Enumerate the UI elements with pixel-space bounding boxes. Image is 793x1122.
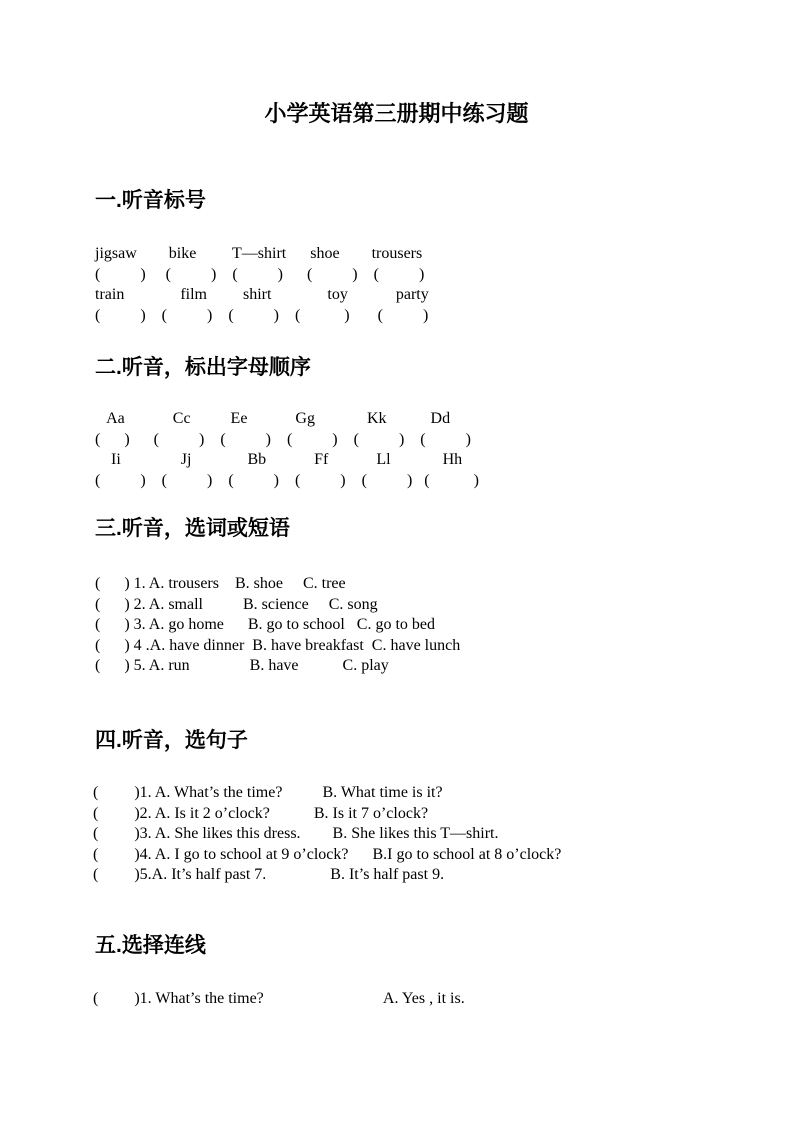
question-item: ( ) 3. A. go home B. go to school C. go to bed [95,616,435,634]
question-item: ( )1. A. What’s the time? B. What time is it? [93,784,443,801]
word-row: jigsaw bike T—shirt shoe trousers [95,245,423,262]
question-item: ( )3. A. She likes this dress. B. She likes this T—shirt. [93,825,499,843]
section-1-heading: 一.听音标号 [95,189,206,212]
question-item: ( ) 4 .A. have dinner B. have breakfast C. have lunch [95,636,461,654]
section-2-lines [95,409,479,491]
question-item: ( ) 5. A. run B. have C. play [95,657,389,675]
section-4-heading: 四.听音，选句子 [95,729,248,752]
section-4-lines [93,783,561,886]
page-title: 小学英语第三册期中练习题 [264,101,529,126]
section-5-heading: 五.选择连线 [95,934,206,957]
question-item: ( )4. A. I go to school at 9 o’clock? B.I go to school at 8 o’clock? [93,845,562,863]
question-item: ( ) 2. A. small B. science C. song [95,595,378,613]
question-item: ( )5.A. It’s half past 7. B. It’s half past 9. [93,866,445,884]
section-3-lines [95,574,460,677]
section-3-heading: 三.听音，选词或短语 [95,517,290,540]
answer-blank-row: ( ) ( ) ( ) ( ) ( ) [95,306,429,324]
question-item: ( )2. A. Is it 2 o’clock? B. Is it 7 o’clock? [93,804,429,822]
answer-blank-row: ( ) ( ) ( ) ( ) ( ) [95,265,425,283]
section-2-heading: 二.听音，标出字母顺序 [95,356,311,379]
word-row: train film shirt toy party [95,286,429,304]
answer-blank-row: ( ) ( ) ( ) ( ) ( ) ( ) [95,471,479,489]
answer-blank-row: ( ) ( ) ( ) ( ) ( ) ( ) [95,430,471,448]
letter-row: Aa Cc Ee Gg Kk Dd [95,410,451,427]
letter-row: Ii Jj Bb Ff Ll Hh [95,451,463,469]
section-5-lines [93,989,465,1010]
question-item: ( )1. What’s the time? A. Yes , it is. [93,990,465,1007]
section-1-lines [95,244,429,326]
question-item: ( ) 1. A. trousers B. shoe C. tree [95,575,346,592]
